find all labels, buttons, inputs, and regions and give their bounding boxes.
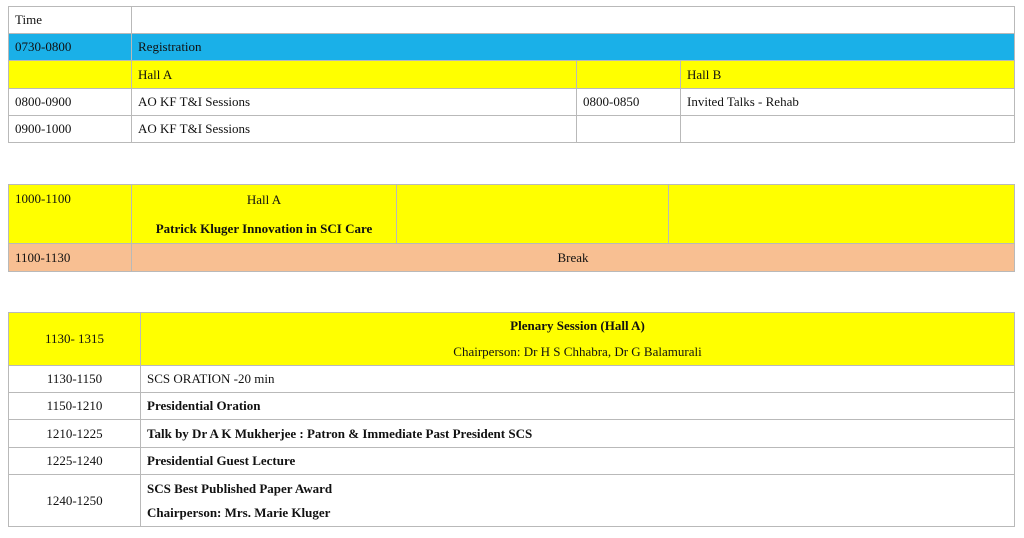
schedule-table-morning — [8, 6, 1015, 143]
table-row-time-header — [9, 7, 1015, 34]
table-row-registration — [9, 34, 1015, 61]
table-row — [9, 420, 1015, 448]
table-row-hall-a-session — [9, 185, 1015, 244]
row-label: Talk by Dr A K Mukherjee : Patron & Immediate Past President SCS — [141, 420, 1015, 448]
hall-b-label: Hall B — [681, 61, 1015, 89]
table-row-break — [9, 244, 1015, 272]
break-time: 1100-1130 — [9, 244, 132, 272]
row-session-a: AO KF T&I Sessions — [132, 89, 577, 116]
row-time: 1225-1240 — [9, 448, 141, 475]
row-session-b: Invited Talks - Rehab — [681, 89, 1015, 116]
table-row — [9, 366, 1015, 393]
table-row — [9, 393, 1015, 420]
schedule-table-midmorning — [8, 184, 1015, 272]
row-label: SCS ORATION -20 min — [141, 366, 1015, 393]
row-time: 1240-1250 — [9, 475, 141, 527]
row-time: 1210-1225 — [9, 420, 141, 448]
row-time: 1130-1150 — [9, 366, 141, 393]
registration-time: 0730-0800 — [9, 34, 132, 61]
plenary-title: Plenary Session (Hall A) — [510, 318, 645, 333]
table-row — [9, 448, 1015, 475]
break-label: Break — [132, 244, 1015, 272]
table-row — [9, 89, 1015, 116]
row-label: Presidential Oration — [141, 393, 1015, 420]
hall-a-label: Hall A — [246, 192, 282, 207]
row-time-a: 0900-1000 — [9, 116, 132, 143]
award-title: SCS Best Published Paper Award — [147, 480, 333, 496]
row-time: 1150-1210 — [9, 393, 141, 420]
table-row — [9, 116, 1015, 143]
row-time-b: 0800-0850 — [577, 89, 681, 116]
row-time-b — [577, 116, 681, 143]
row-session-a: AO KF T&I Sessions — [132, 116, 577, 143]
row-label: Presidential Guest Lecture — [141, 448, 1015, 475]
schedule-table-plenary — [8, 312, 1015, 527]
plenary-chair: Chairperson: Dr H S Chhabra, Dr G Balamurali — [453, 344, 702, 359]
table-row-plenary-header — [9, 313, 1015, 366]
session-title: Patrick Kluger Innovation in SCI Care — [155, 221, 373, 236]
table-row-award — [9, 475, 1015, 527]
session-time: 1000-1100 — [9, 185, 132, 244]
row-time-a: 0800-0900 — [9, 89, 132, 116]
plenary-time: 1130- 1315 — [9, 313, 141, 366]
table-row-halls — [9, 61, 1015, 89]
time-header: Time — [9, 7, 132, 34]
hall-a-label: Hall A — [132, 61, 577, 89]
row-session-b — [681, 116, 1015, 143]
registration-label: Registration — [132, 34, 1015, 61]
award-chair: Chairperson: Mrs. Marie Kluger — [147, 504, 331, 520]
